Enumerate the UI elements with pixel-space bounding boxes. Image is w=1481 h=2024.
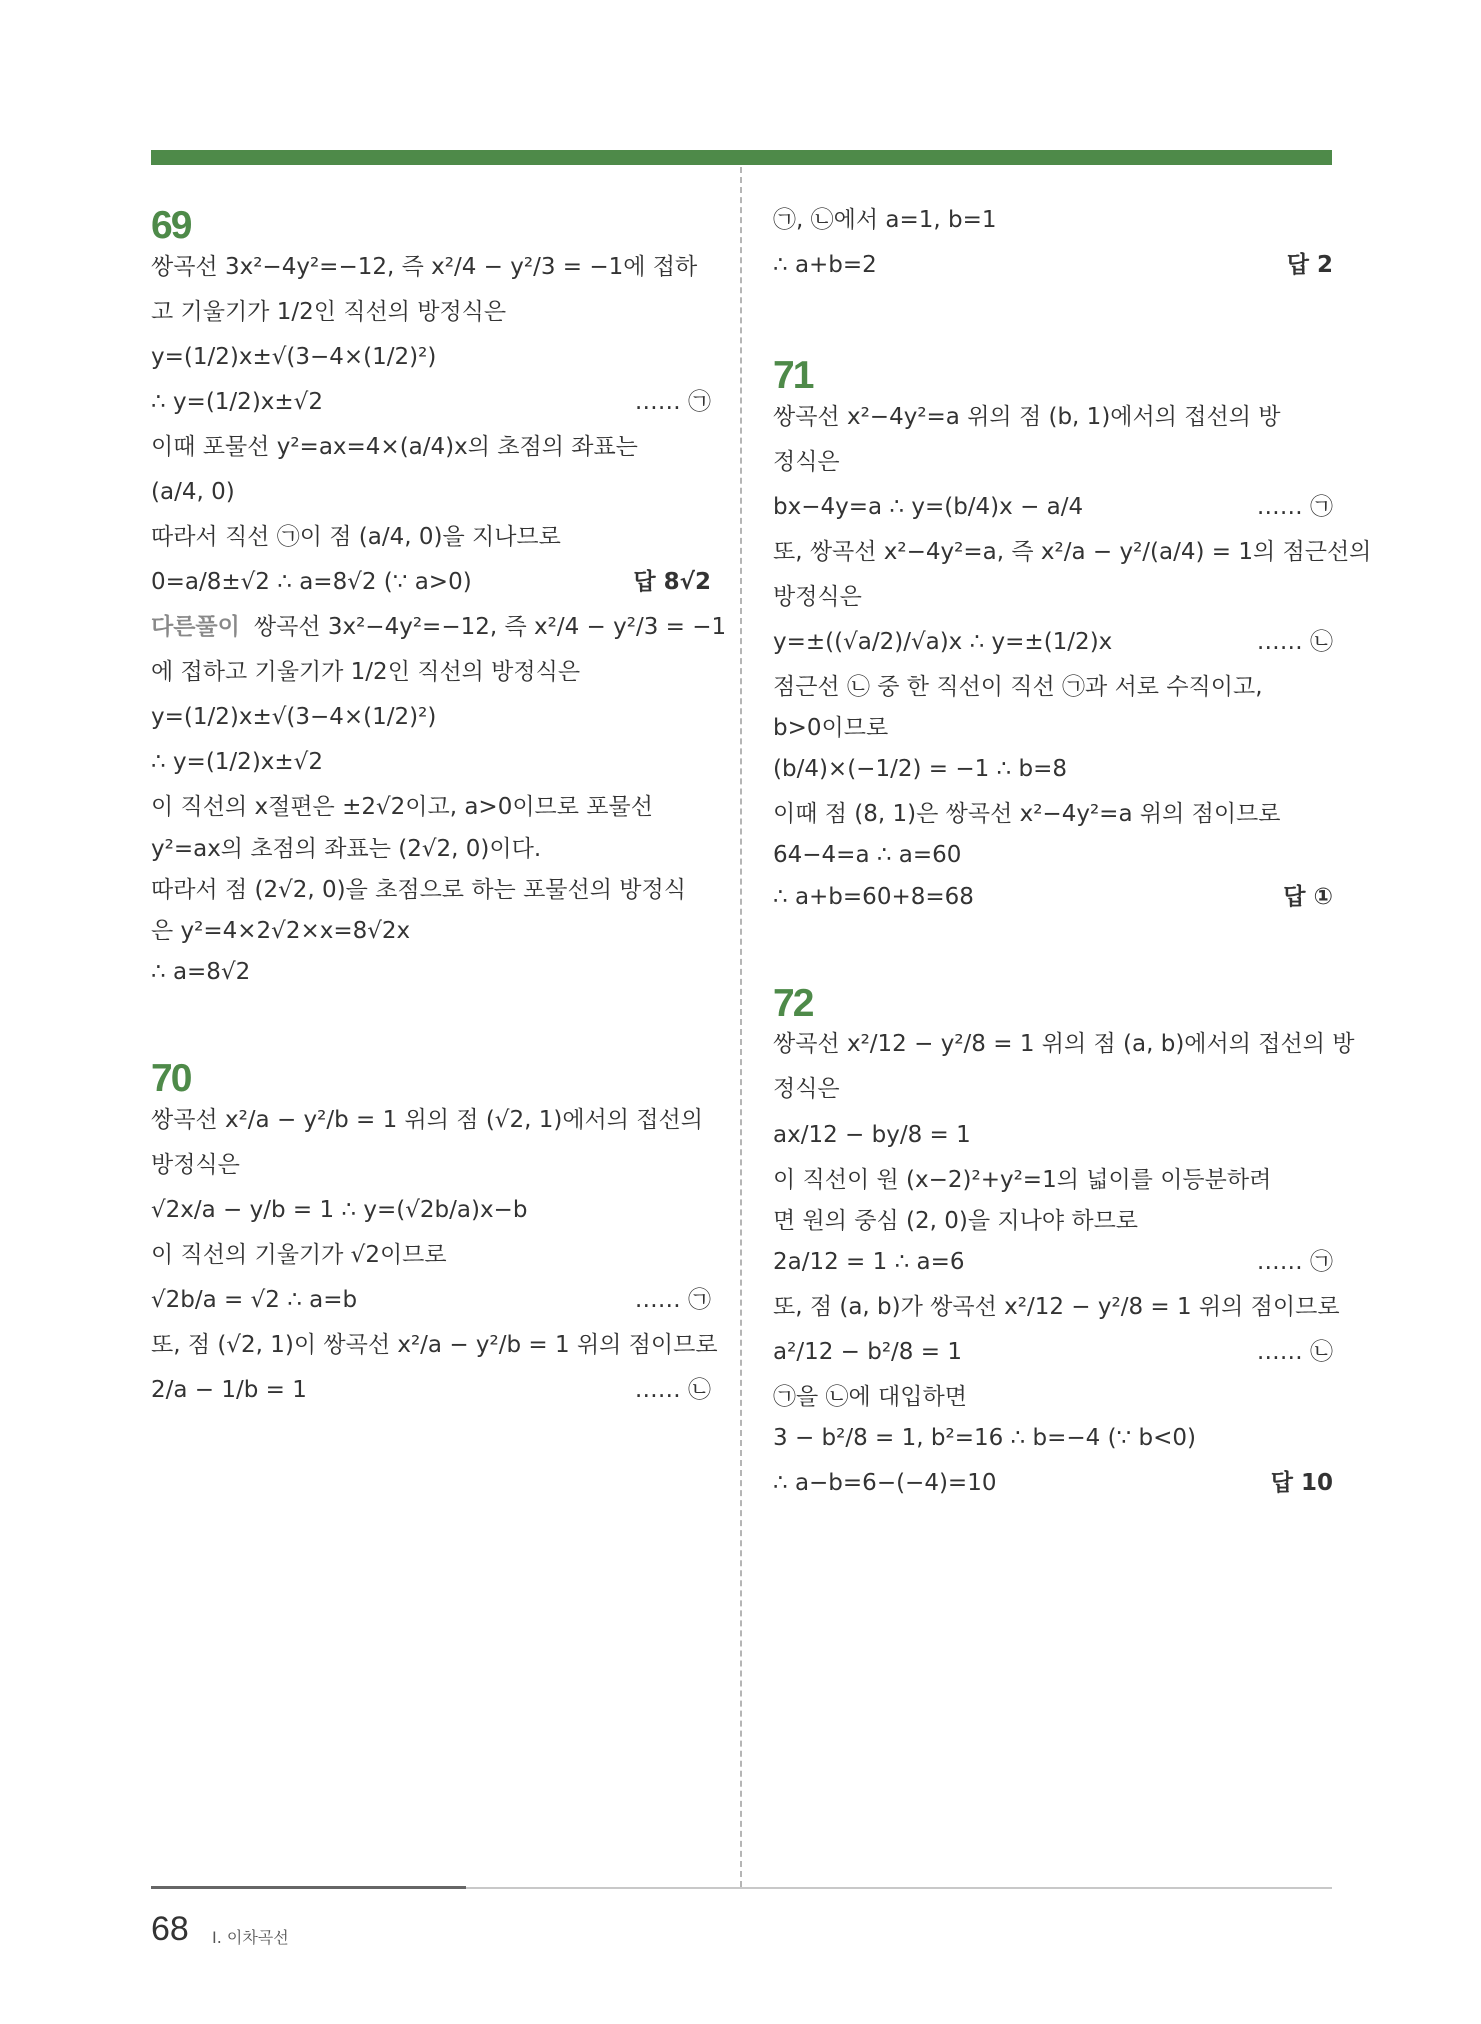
right-column xyxy=(773,205,1372,1509)
p69-alt-line-5: 이 직선의 x절편은 ±2√2이고, a>0이므로 포물선 xyxy=(151,794,653,821)
answer-70: 답 2 xyxy=(1286,252,1333,279)
marker-giyeok: …… ㉠ xyxy=(1256,1248,1333,1275)
p69-line-4: ∴ y=(1/2)x±√2 …… ㉠ xyxy=(151,387,711,418)
p71-line-2: 정식은 xyxy=(773,449,840,476)
p71-line-12: ∴ a+b=60+8=68 답 ① xyxy=(773,882,1333,913)
p72-line-6: 2a/12 = 1 ∴ a=6 …… ㉠ xyxy=(773,1247,1333,1278)
p70-line-4: 이 직선의 기울기가 √2이므로 xyxy=(151,1241,447,1268)
p69-line-6: (a/4, 0) xyxy=(151,479,235,506)
column-divider xyxy=(740,167,742,1887)
p70-cont-line-2: ∴ a+b=2 답 2 xyxy=(773,250,1333,281)
problem-number-71: 71 xyxy=(773,354,813,398)
answer-69: 답 8√2 xyxy=(633,569,711,596)
p69-alt-line-9: ∴ a=8√2 xyxy=(151,958,251,985)
p71-line-11: 64−4=a ∴ a=60 xyxy=(773,842,962,869)
p69-alt-line-1: 다른풀이 쌍곡선 3x²−4y²=−12, 즉 x²/4 − y²/3 = −1 xyxy=(151,614,727,641)
p72-line-1: 쌍곡선 x²/12 − y²/8 = 1 위의 점 (a, b)에서의 접선의 방 xyxy=(773,1031,1355,1058)
marker-giyeok: …… ㉠ xyxy=(1256,494,1333,521)
p69-line-8: 0=a/8±√2 ∴ a=8√2 (∵ a>0) 답 8√2 xyxy=(151,567,711,598)
alt-solution-label: 다른풀이 xyxy=(151,614,240,641)
p69-alt-line-4: ∴ y=(1/2)x±√2 xyxy=(151,749,323,776)
p71-line-8: b>0이므로 xyxy=(773,715,889,742)
p72-line-2: 정식은 xyxy=(773,1076,840,1103)
p72-line-4: 이 직선이 원 (x−2)²+y²=1의 넓이를 이등분하려 xyxy=(773,1166,1272,1193)
answer-71: 답 ① xyxy=(1283,883,1333,910)
marker-giyeok: …… ㉠ xyxy=(634,1286,711,1313)
problem-number-72: 72 xyxy=(773,981,813,1025)
p70-cont-line-1: ㉠, ㉡에서 a=1, b=1 xyxy=(773,207,997,233)
p71-line-3: bx−4y=a ∴ y=(b/4)x − a/4 …… ㉠ xyxy=(773,492,1333,523)
top-accent-bar xyxy=(151,150,1332,165)
p69-alt-line-6: y²=ax의 초점의 좌표는 (2√2, 0)이다. xyxy=(151,835,542,862)
marker-nieun: …… ㉡ xyxy=(1256,1338,1333,1365)
p69-line-5: 이때 포물선 y²=ax=4×(a/4)x의 초점의 좌표는 xyxy=(151,434,638,461)
p69-alt-line-8: 은 y²=4×2√2×x=8√2x xyxy=(151,917,411,944)
marker-nieun: …… ㉡ xyxy=(634,1376,711,1403)
left-column xyxy=(151,204,727,1420)
page-number: 68 xyxy=(151,1910,189,1948)
marker-giyeok: …… ㉠ xyxy=(634,389,711,416)
p71-line-6: y=±((√a/2)/√a)x ∴ y=±(1/2)x …… ㉡ xyxy=(773,627,1333,658)
p71-line-9: (b/4)×(−1/2) = −1 ∴ b=8 xyxy=(773,756,1067,783)
p72-line-3: ax/12 − by/8 = 1 xyxy=(773,1121,971,1148)
problem-number-69: 69 xyxy=(151,204,191,247)
p71-line-7: 점근선 ㉡ 중 한 직선이 직선 ㉠과 서로 수직이고, xyxy=(773,674,1263,701)
p71-line-10: 이때 점 (8, 1)은 쌍곡선 x²−4y²=a 위의 점이므로 xyxy=(773,801,1281,828)
p72-line-11: ∴ a−b=6−(−4)=10 답 10 xyxy=(773,1468,1333,1499)
p71-line-5: 방정식은 xyxy=(773,584,862,611)
p69-line-2: 고 기울기가 1/2인 직선의 방정식은 xyxy=(151,298,507,325)
problem-number-70: 70 xyxy=(151,1056,191,1100)
p69-line-7: 따라서 직선 ㉠이 점 (a/4, 0)을 지나므로 xyxy=(151,524,561,551)
footer-rule-accent xyxy=(151,1886,466,1889)
p69-alt-line-7: 따라서 점 (2√2, 0)을 초점으로 하는 포물선의 방정식 xyxy=(151,876,686,903)
p69-line-3: y=(1/2)x±√(3−4×(1/2)²) xyxy=(151,343,437,370)
p70-line-3: √2x/a − y/b = 1 ∴ y=(√2b/a)x−b xyxy=(151,1196,528,1223)
p72-line-7: 또, 점 (a, b)가 쌍곡선 x²/12 − y²/8 = 1 위의 점이므로 xyxy=(773,1293,1340,1320)
p72-line-8: a²/12 − b²/8 = 1 …… ㉡ xyxy=(773,1337,1333,1368)
p72-line-5: 면 원의 중심 (2, 0)을 지나야 하므로 xyxy=(773,1207,1139,1234)
p71-line-4: 또, 쌍곡선 x²−4y²=a, 즉 x²/a − y²/(a/4) = 1의 점근선의 xyxy=(773,539,1372,566)
marker-nieun: …… ㉡ xyxy=(1256,629,1333,656)
p70-line-7: 2/a − 1/b = 1 …… ㉡ xyxy=(151,1375,711,1406)
p69-alt-line-2: 에 접하고 기울기가 1/2인 직선의 방정식은 xyxy=(151,659,581,686)
p70-line-6: 또, 점 (√2, 1)이 쌍곡선 x²/a − y²/b = 1 위의 점이므로 xyxy=(151,1331,718,1358)
p70-line-1: 쌍곡선 x²/a − y²/b = 1 위의 점 (√2, 1)에서의 접선의 xyxy=(151,1106,703,1133)
p71-line-1: 쌍곡선 x²−4y²=a 위의 점 (b, 1)에서의 접선의 방 xyxy=(773,403,1281,430)
p70-line-2: 방정식은 xyxy=(151,1151,240,1178)
p72-line-9: ㉠을 ㉡에 대입하면 xyxy=(773,1383,967,1410)
p72-line-10: 3 − b²/8 = 1, b²=16 ∴ b=−4 (∵ b<0) xyxy=(773,1424,1196,1451)
answer-72: 답 10 xyxy=(1270,1469,1333,1496)
p69-alt-line-3: y=(1/2)x±√(3−4×(1/2)²) xyxy=(151,704,437,731)
p70-line-5: √2b/a = √2 ∴ a=b …… ㉠ xyxy=(151,1285,711,1316)
p69-line-1: 쌍곡선 3x²−4y²=−12, 즉 x²/4 − y²/3 = −1에 접하 xyxy=(151,253,698,280)
chapter-title: Ⅰ. 이차곡선 xyxy=(212,1928,289,1947)
